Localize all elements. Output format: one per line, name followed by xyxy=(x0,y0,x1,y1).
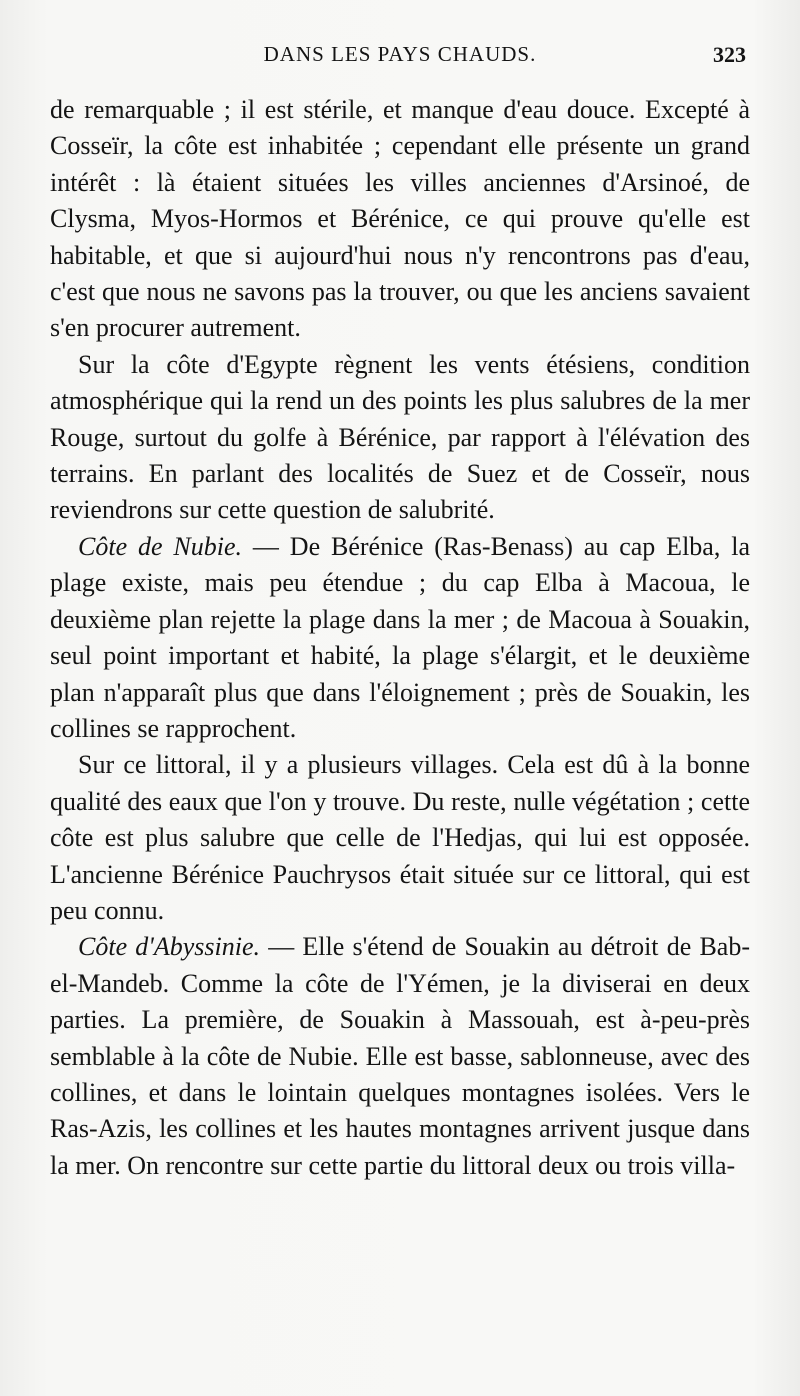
body-text xyxy=(50,92,750,1184)
running-title: DANS LES PAYS CHAUDS. xyxy=(263,42,537,66)
section-lead: Côte d'Abyssinie. xyxy=(78,932,261,962)
paragraph xyxy=(50,747,750,929)
paragraph xyxy=(50,929,750,1184)
paragraph xyxy=(50,92,750,347)
section-lead: Côte de Nubie. xyxy=(78,531,243,561)
paragraph-text: de remarquable ; il est stérile, et manque d'eau douce. Excepté à Cosseïr, la côte est inhabitée ; cependant elle présente un grand intérêt : là étaient situées les villes anciennes d'Arsinoé, de Clysma, Myos-Hormos et Bérénice, ce qui prouve qu'elle est habitable, et que si aujourd'hui nous n'y rencontrons pas d'eau, c'est que nous ne savons pas la trouver, ou que les anciens savaient s'en procurer autrement. xyxy=(50,95,750,343)
paragraph-text: — Elle s'étend de Souakin au détroit de Bab-el-Mandeb. Comme la côte de l'Yémen, je la diviserai en deux parties. La première, de Souakin à Massouah, est à-peu-près semblable à la côte de Nubie. Elle est basse, sablonneuse, avec des collines, et dans le lointain quelques montagnes isolées. Vers le Ras-Azis, les collines et les hautes montagnes arrivent jusque dans la mer. On rencontre sur cette partie du littoral deux ou trois villa- xyxy=(50,932,751,1180)
paragraph xyxy=(50,347,750,529)
paragraph-text: Sur ce littoral, il y a plusieurs villages. Cela est dû à la bonne qualité des eaux que l'on y trouve. Du reste, nulle végétation ; cette côte est plus salubre que celle de l'Hedjas, qui lui est opposée. L'ancienne Bérénice Pauchrysos était située sur ce littoral, qui est peu connu. xyxy=(50,750,750,925)
paragraph-text: Sur la côte d'Egypte règnent les vents étésiens, condition atmosphérique qui la rend un des points les plus salubres de la mer Rouge, surtout du golfe à Bérénice, par rapport à l'élévation des terrains. En parlant des localités de Suez et de Cosseïr, nous reviendrons sur cette question de salubrité. xyxy=(50,349,750,525)
page-header xyxy=(50,0,750,92)
paragraph xyxy=(50,529,750,747)
paragraph-text: — De Bérénice (Ras-Benass) au cap Elba, la plage existe, mais peu étendue ; du cap Elba à Macoua, le deuxième plan rejette la plage dans la mer ; de Macoua à Souakin, seul point important et habité, la plage s'élargit, et le deuxième plan n'apparaît plus que dans l'éloignement ; près de Souakin, les collines se rapprochent. xyxy=(50,531,750,743)
page-number: 323 xyxy=(713,42,746,67)
